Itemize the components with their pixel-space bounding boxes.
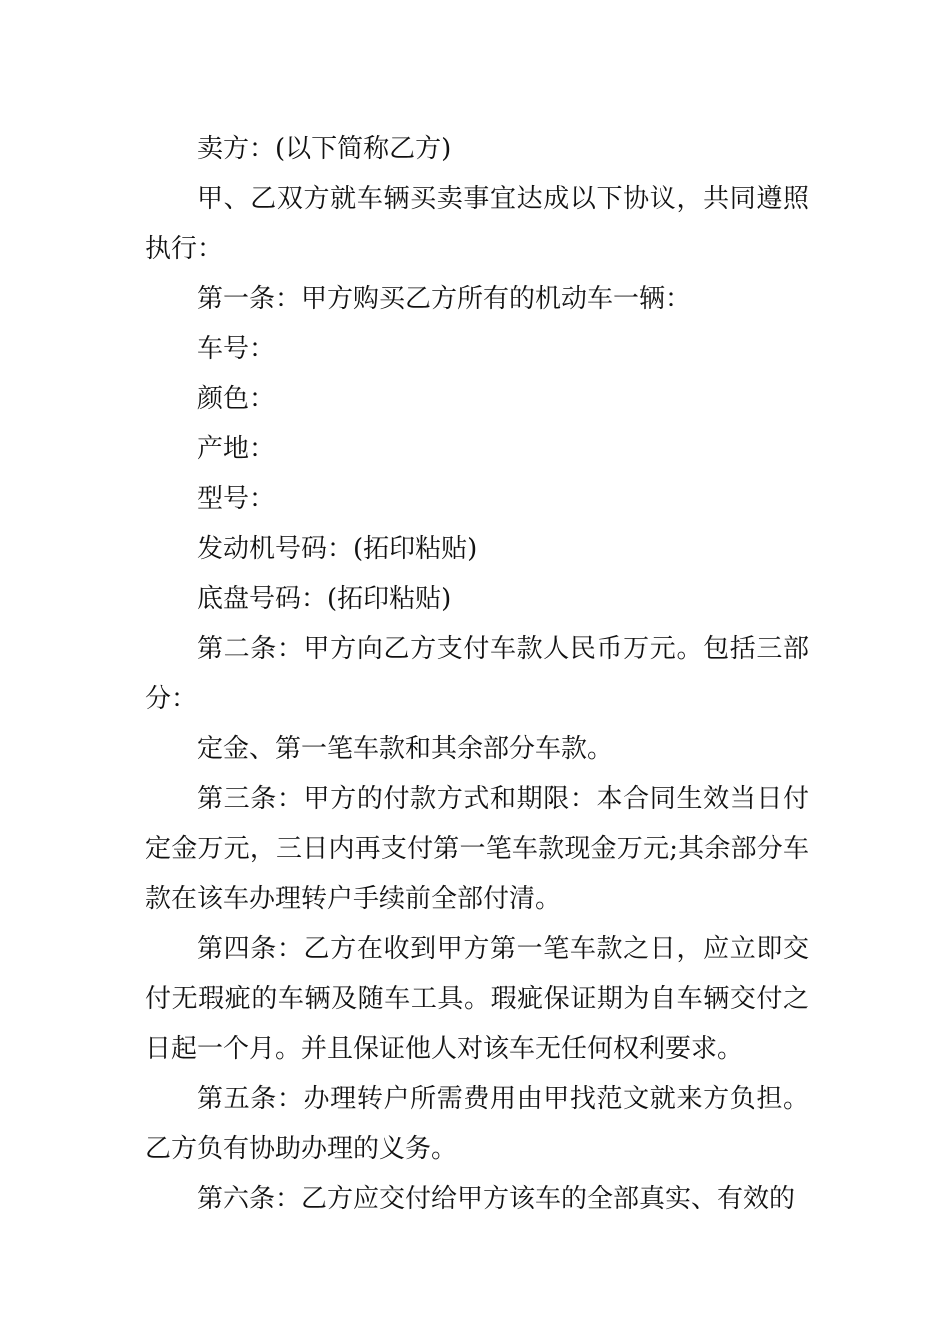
article-3: 第三条：甲方的付款方式和期限：本合同生效当日付定金万元，三日内再支付第一笔车款现金万元;其余部分车款在该车办理转户手续前全部付清。 (145, 784, 809, 914)
article-5: 第五条：办理转户所需费用由甲找范文就来方负担。乙方负有协助办理的义务。 (145, 1084, 809, 1164)
plate-number-field: 车号： (197, 334, 276, 364)
article-1: 第一条：甲方购买乙方所有的机动车一辆： (197, 284, 692, 314)
article-2: 第二条：甲方向乙方支付车款人民币万元。包括三部分： (145, 634, 809, 714)
article-2-detail: 定金、第一笔车款和其余部分车款。 (197, 734, 614, 764)
article-6: 第六条：乙方应交付给甲方该车的全部真实、有效的 (197, 1184, 796, 1214)
chassis-number-field: 底盘号码：(拓印粘贴) (197, 584, 452, 614)
model-field: 型号： (197, 484, 276, 514)
document-page (145, 124, 809, 1224)
seller-line: 卖方：(以下简称乙方) (197, 134, 452, 164)
color-field: 颜色： (197, 384, 276, 414)
origin-field: 产地： (197, 434, 276, 464)
article-4: 第四条：乙方在收到甲方第一笔车款之日，应立即交付无瑕疵的车辆及随车工具。瑕疵保证期为自车辆交付之日起一个月。并且保证他人对该车无任何权利要求。 (145, 934, 809, 1064)
agreement-intro: 甲、乙双方就车辆买卖事宜达成以下协议，共同遵照执行： (145, 184, 809, 264)
engine-number-field: 发动机号码：(拓印粘贴) (197, 534, 478, 564)
